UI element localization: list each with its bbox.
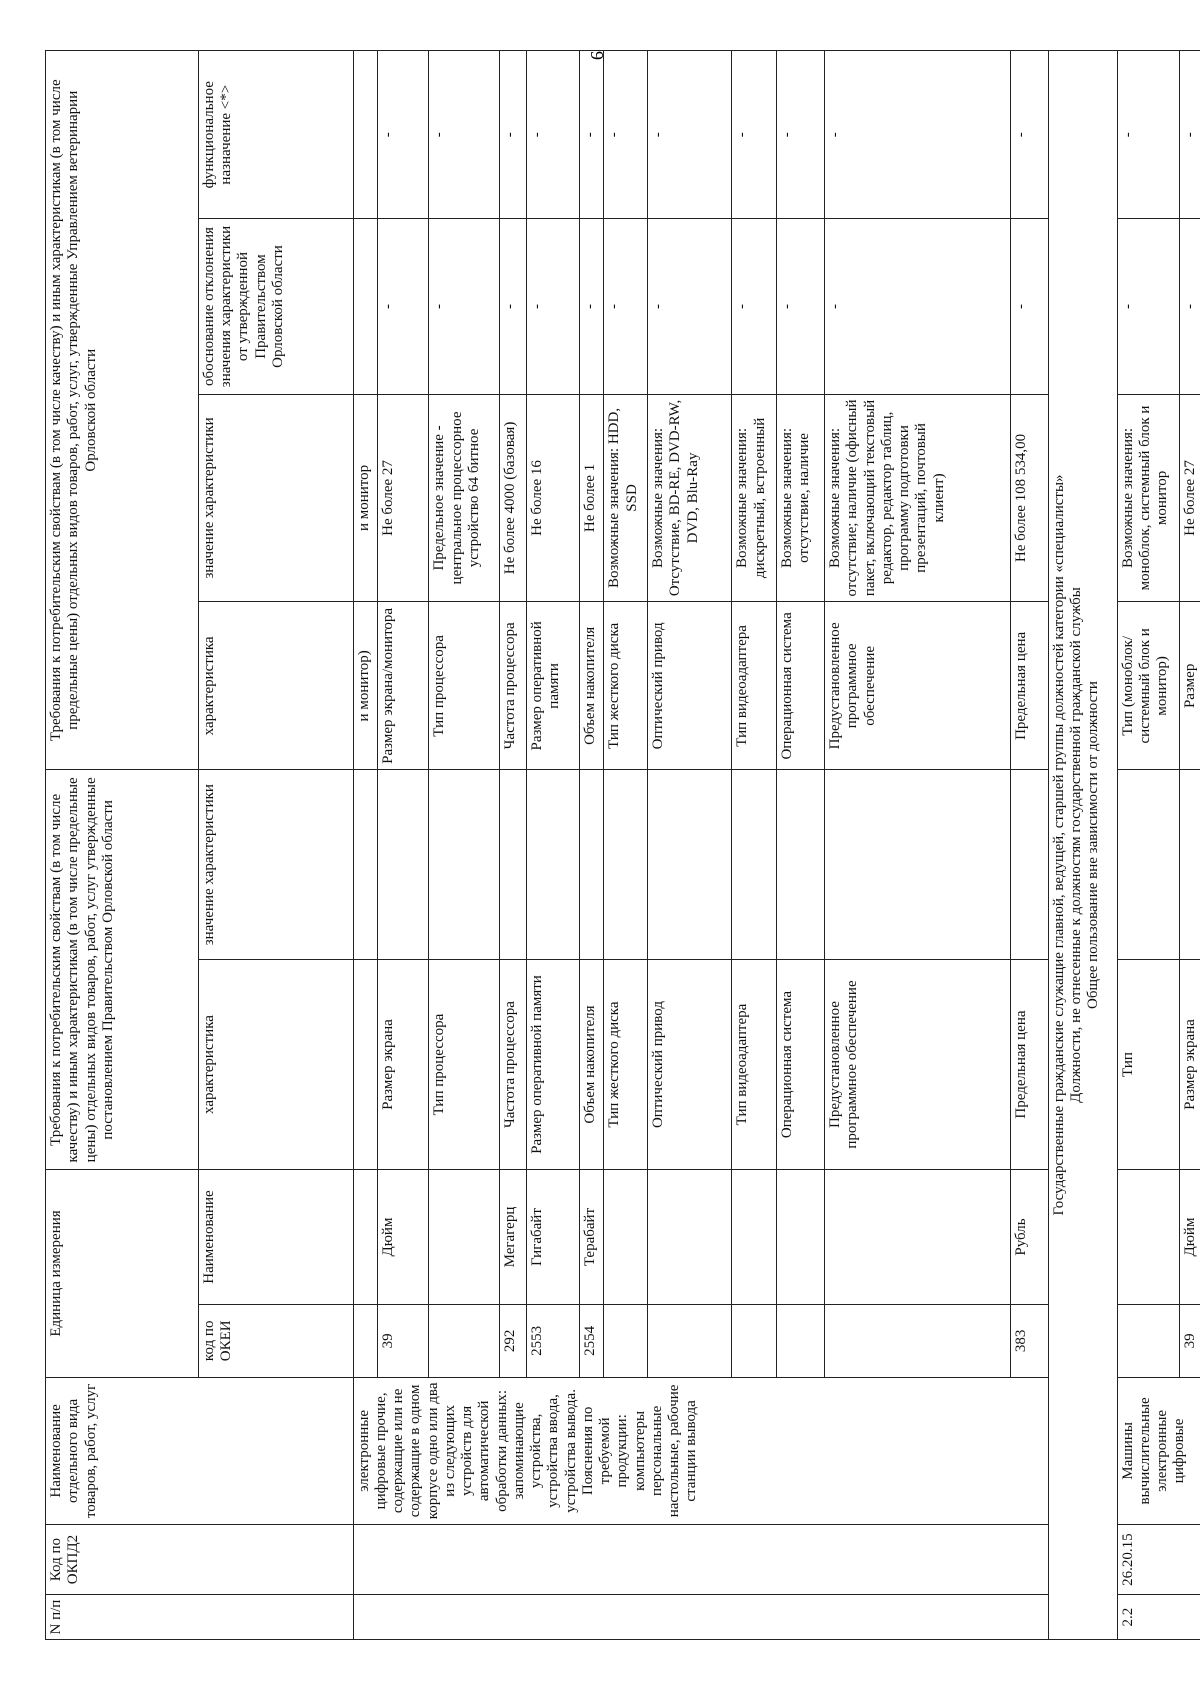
cell-gchar: Частота процессора xyxy=(500,959,527,1169)
cell-code xyxy=(732,1304,776,1377)
cell-unit xyxy=(825,1170,1011,1305)
cell-code xyxy=(429,1304,500,1377)
cell-dval: Возможные значения: Отсутствие, BD-RE, DVD-RW, DVD, Blu-Ray xyxy=(648,394,732,602)
cell-code: 292 xyxy=(500,1304,527,1377)
cell-unit: Гигабайт xyxy=(526,1170,579,1305)
cell-dval: Не более 1 xyxy=(579,394,604,602)
cell-func: - xyxy=(579,51,604,219)
cell-unit: Рубль xyxy=(1011,1170,1049,1305)
cell-unit xyxy=(429,1170,500,1305)
row-okpd xyxy=(353,1525,1048,1595)
header-num: N п/п xyxy=(46,1595,354,1640)
cell-reason: - xyxy=(776,219,825,394)
row22-reason: - xyxy=(1117,219,1180,394)
cell-code xyxy=(648,1304,732,1377)
cell-gval xyxy=(825,770,1011,959)
row22b-unit: Дюйм xyxy=(1180,1170,1200,1305)
cell-code: 2554 xyxy=(579,1304,604,1377)
cell-dchar: Тип видеоадаптера xyxy=(732,602,776,770)
cell-gchar: Операционная система xyxy=(776,959,825,1169)
cell-func: - xyxy=(604,51,648,219)
cell-gchar: Тип жесткого диска xyxy=(604,959,648,1169)
cell-dval: Не более 27 xyxy=(378,394,429,602)
cell-dchar: Предельная цена xyxy=(1011,602,1049,770)
cell-func: - xyxy=(500,51,527,219)
cell-func: - xyxy=(825,51,1011,219)
cell-gval xyxy=(429,770,500,959)
cell-func: - xyxy=(648,51,732,219)
row22-dchar: Тип (моноблок/ системный блок и монитор) xyxy=(1117,602,1180,770)
cell-code: 39 xyxy=(378,1304,429,1377)
cell-dchar: Частота процессора xyxy=(500,602,527,770)
header-okpd: Код по ОКПД2 xyxy=(46,1525,354,1595)
cell-dval: Не более 108 534,00 xyxy=(1011,394,1049,602)
requirements-table xyxy=(45,50,1200,1640)
cell-code: 2553 xyxy=(526,1304,579,1377)
header-unit-code: код по ОКЕИ xyxy=(198,1304,353,1377)
cell-gchar: Тип процессора xyxy=(429,959,500,1169)
header-dept-value: значение характеристики xyxy=(198,394,353,602)
cell-dval: Не более 4000 (базовая) xyxy=(500,394,527,602)
cell-reason: - xyxy=(526,219,579,394)
cell-gchar: Предустановленное программное обеспечение xyxy=(825,959,1011,1169)
section-line-1: Государственные гражданские служащие главной, ведущей, старшей группы должностей категории «специалисты» xyxy=(1050,474,1067,1216)
cell-dchar: Объем накопителя xyxy=(579,602,604,770)
cell-dchar: Предустановленное программное обеспечение xyxy=(825,602,1011,770)
cell-gchar: Оптический привод xyxy=(648,959,732,1169)
cell-gchar: Объем накопителя xyxy=(579,959,604,1169)
cell-dval: Возможные значения: отсутствие, наличие xyxy=(776,394,825,602)
row22-name: Машины вычислительные электронные цифровые xyxy=(1117,1377,1200,1524)
cell-func: - xyxy=(429,51,500,219)
cell-gchar: Предельная цена xyxy=(1011,959,1049,1169)
cell-func: - xyxy=(526,51,579,219)
page-number: 9 xyxy=(587,51,607,60)
header-dept-req: Требования к потребительским свойствам (в том числе качеству) и иным характеристикам (в том числе предельные цены) отдельных видов товаров, работ, услуг, утвержденные Управлением ветеринарии Орловской области xyxy=(46,51,199,771)
cell-unit: Терабайт xyxy=(579,1170,604,1305)
cell-func: - xyxy=(776,51,825,219)
row22-okpd: 26.20.15 xyxy=(1117,1525,1200,1595)
cell-dval: Предельное значение - центральное процессорное устройство 64 битное xyxy=(429,394,500,602)
row22-num: 2.2 xyxy=(1117,1595,1200,1640)
cell-reason: - xyxy=(579,219,604,394)
row22-gval xyxy=(1117,770,1180,959)
cell-gval xyxy=(579,770,604,959)
cell-dchar: Операционная система xyxy=(776,602,825,770)
row22b-dval: Не более 27 xyxy=(1180,394,1200,602)
cell-reason: - xyxy=(604,219,648,394)
row22-gchar: Тип xyxy=(1117,959,1180,1169)
section-line-3: Общее пользование вне зависимости от должности xyxy=(1085,681,1102,1009)
cell-unit xyxy=(776,1170,825,1305)
cell-gval xyxy=(732,770,776,959)
product-name: электронные цифровые прочие, содержащие или не содержащие в одном корпусе одно или два из следующих устройств для автоматической обработки данных: запоминающие устройства, устройства ввода, устройства вывода. Пояснения по требуемой продукции: компьютеры персональные настольные, рабочие станции вывода xyxy=(353,1377,1048,1524)
cell-gval xyxy=(776,770,825,959)
header-name: Наименование отдельного вида товаров, работ, услуг xyxy=(46,1377,354,1524)
cell-reason: - xyxy=(1011,219,1049,394)
cell-func: - xyxy=(1011,51,1049,219)
cell-dchar: Тип жесткого диска xyxy=(604,602,648,770)
cell-reason: - xyxy=(429,219,500,394)
cell-unit: Мегагерц xyxy=(500,1170,527,1305)
cell-gval xyxy=(604,770,648,959)
cell-dchar: Тип процессора xyxy=(429,602,500,770)
row-num xyxy=(353,1595,1048,1640)
row22b-dchar: Размер xyxy=(1180,602,1200,770)
row22-code xyxy=(1117,1304,1180,1377)
cell-dval: Возможные значения: отсутствие; наличие (офисный пакет, включающий текстовый редактор, редактор таблиц, программу подготовки презентаций, почтовый клиент) xyxy=(825,394,1011,602)
cell-dval: и монитор xyxy=(353,394,378,602)
cell-reason: - xyxy=(500,219,527,394)
header-gov-value: значение характеристики xyxy=(198,770,353,959)
section-heading xyxy=(1048,51,1117,1640)
cell-unit xyxy=(732,1170,776,1305)
cell-code: 383 xyxy=(1011,1304,1049,1377)
header-dept-char: характеристика xyxy=(198,602,353,770)
rotated-page xyxy=(45,50,1200,1640)
cell-reason: - xyxy=(378,219,429,394)
row22b-func: - xyxy=(1180,51,1200,219)
cell-code xyxy=(776,1304,825,1377)
table-row xyxy=(353,51,378,1640)
row22-dval: Возможные значения: моноблок, системный блок и монитор xyxy=(1117,394,1180,602)
cell-reason: - xyxy=(648,219,732,394)
row22-unit xyxy=(1117,1170,1180,1305)
row22b-gchar: Размер экрана xyxy=(1180,959,1200,1169)
header-dept-reason: обоснование отклонения значения характеристики от утвержденной Правительством Орловской области xyxy=(198,219,353,394)
cell-gval xyxy=(526,770,579,959)
cell-reason: - xyxy=(732,219,776,394)
cell-dval: Возможные значения: HDD, SSD xyxy=(604,394,648,602)
cell-gval xyxy=(1011,770,1049,959)
cell-reason: - xyxy=(825,219,1011,394)
cell-code xyxy=(353,1304,378,1377)
cell-dchar: Размер оперативной памяти xyxy=(526,602,579,770)
cell-gval xyxy=(648,770,732,959)
header-gov-req: Требования к потребительским свойствам (в том числе качеству) и иным характеристикам (в том числе предельные цены) отдельных видов товаров, работ, услуг утвержденные постановлением Правительством Орловской области xyxy=(46,770,199,1170)
header-unit: Единица измерения xyxy=(46,1170,199,1378)
cell-code xyxy=(825,1304,1011,1377)
cell-gchar: Размер оперативной памяти xyxy=(526,959,579,1169)
header-gov-char: характеристика xyxy=(198,959,353,1169)
cell-func: - xyxy=(732,51,776,219)
cell-func: - xyxy=(378,51,429,219)
cell-dval: Не более 16 xyxy=(526,394,579,602)
section-line-2: Должности, не отнесенные к должностям государственной гражданской службы xyxy=(1068,587,1085,1103)
cell-dchar: Оптический привод xyxy=(648,602,732,770)
cell-dchar: Размер экрана/монитора xyxy=(378,602,429,770)
cell-gval xyxy=(500,770,527,959)
header-dept-func: функциональное назначение <*> xyxy=(198,51,353,219)
cell-unit: Дюйм xyxy=(378,1170,429,1305)
cell-unit xyxy=(353,1170,378,1305)
row22b-gval xyxy=(1180,770,1200,959)
row22b-code: 39 xyxy=(1180,1304,1200,1377)
cell-unit xyxy=(604,1170,648,1305)
cell-gchar: Тип видеоадаптера xyxy=(732,959,776,1169)
cell-gval xyxy=(378,770,429,959)
cell-gchar: Размер экрана xyxy=(378,959,429,1169)
cell-dchar: и монитор) xyxy=(353,602,378,770)
header-unit-name: Наименование xyxy=(198,1170,353,1305)
cell-unit xyxy=(648,1170,732,1305)
row22-func: - xyxy=(1117,51,1180,219)
cell-code xyxy=(604,1304,648,1377)
cell-reason xyxy=(353,219,378,394)
cell-func xyxy=(353,51,378,219)
row22b-reason: - xyxy=(1180,219,1200,394)
cell-dval: Возможные значения: дискретный, встроенный xyxy=(732,394,776,602)
cell-gval xyxy=(353,770,378,959)
cell-gchar xyxy=(353,959,378,1169)
